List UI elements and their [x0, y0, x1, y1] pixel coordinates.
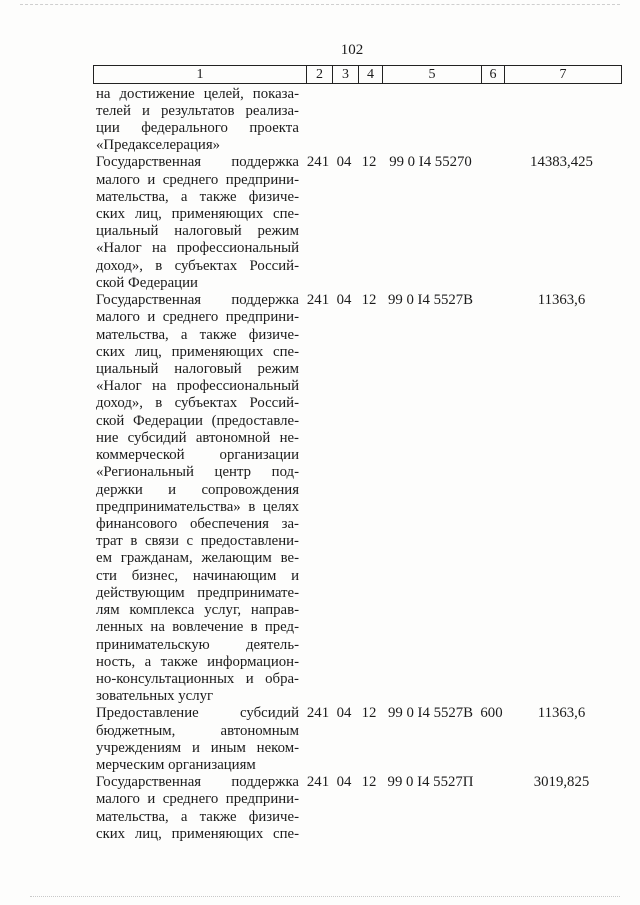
col-3-cell: 04 [336, 774, 352, 791]
description-line: принимательскую деятель- [96, 636, 299, 653]
col-5-cell: 99 0 I4 55270 [389, 154, 472, 171]
description-line: финансового обеспечения за- [96, 515, 299, 532]
description-line: действующим предпринимате- [96, 584, 299, 601]
description-line: «Предакселерация» [96, 137, 221, 154]
col-4-cell: 12 [361, 292, 377, 309]
header-col-7: 7 [504, 66, 621, 83]
header-col-6: 6 [481, 66, 504, 83]
description-line: доход», в субъектах Россий- [96, 257, 299, 274]
header-col-2: 2 [306, 66, 332, 83]
table-header [93, 65, 622, 84]
description-line: Государственная поддержка [96, 154, 299, 171]
description-line: «Налог на профессиональный [96, 240, 299, 257]
description-line: циальный налоговый режим [96, 223, 299, 240]
page-number: 102 [340, 42, 364, 58]
description-line: ность, а также информацион- [96, 653, 299, 670]
description-line: мательства, а также физиче- [96, 188, 299, 205]
description-line: ленных на вовлечение в пред- [96, 619, 299, 636]
row-description [93, 154, 305, 292]
col-2-cell: 241 [306, 292, 330, 309]
row-description [93, 705, 305, 774]
col-7-cell: 14383,425 [530, 154, 593, 171]
col-7-cell: 11363,6 [537, 705, 586, 722]
description-line: предпринимательства» в целях [96, 498, 299, 515]
col-3-cell: 04 [336, 705, 352, 722]
description-line: ской Федерации (предоставле- [96, 412, 299, 429]
table-row [93, 705, 622, 774]
description-line: доход», в субъектах Россий- [96, 395, 299, 412]
col-4-cell: 12 [361, 154, 377, 171]
description-line: зовательных услуг [96, 688, 214, 705]
budget-table [93, 65, 622, 843]
description-line: трат в связи с предоставлени- [96, 533, 299, 550]
description-line: учреждениям и иным неком- [96, 739, 299, 756]
header-col-4: 4 [358, 66, 382, 83]
description-line: Государственная поддержка [96, 292, 299, 309]
col-6-cell: 600 [480, 705, 503, 722]
col-2-cell: 241 [306, 705, 330, 722]
col-3-cell: 04 [336, 292, 352, 309]
table-row [93, 154, 622, 292]
description-line: циальный налоговый режим [96, 361, 299, 377]
description-line: малого и среднего предприни- [96, 171, 299, 188]
header-col-5: 5 [382, 66, 481, 83]
description-line: лям комплекса услуг, направ- [96, 602, 299, 619]
description-line: сти бизнес, начинающим и [96, 567, 299, 584]
description-line: Государственная поддержка [96, 774, 299, 791]
description-line: держки и сопровождения [96, 481, 299, 498]
description-line: мательства, а также физиче- [96, 326, 299, 343]
description-line: ских лиц, применяющих спе- [96, 825, 299, 842]
description-line: мерческим организациям [96, 757, 256, 774]
scan-edge-bottom [30, 896, 620, 897]
description-line: телей и результатов реализа- [96, 102, 299, 119]
header-col-1: 1 [196, 67, 204, 82]
col-7-cell: 3019,825 [533, 774, 590, 791]
row-description [93, 774, 305, 843]
description-line: малого и среднего предприни- [96, 791, 299, 808]
description-line: малого и среднего предприни- [96, 309, 299, 326]
description-line: мательства, а также физиче- [96, 808, 299, 825]
col-4-cell: 12 [361, 705, 377, 722]
col-5-cell: 99 0 I4 5527В [387, 705, 474, 722]
col-5-cell: 99 0 I4 5527В [387, 292, 474, 309]
description-line: ских лиц, применяющих спе- [96, 206, 299, 223]
table-row [93, 774, 622, 843]
col-2-cell: 241 [306, 154, 330, 171]
col-4-cell: 12 [361, 774, 377, 791]
description-line: коммерческой организации [96, 447, 299, 464]
description-line: «Региональный центр под- [96, 464, 299, 481]
table-body [93, 86, 622, 844]
col-7-cell: 11363,6 [537, 292, 586, 309]
description-line: на достижение целей, показа- [96, 85, 299, 102]
col-3-cell: 04 [336, 154, 352, 171]
description-line: ских лиц, применяющих спе- [96, 343, 299, 360]
table-row [93, 292, 622, 705]
col-2-cell: 241 [306, 774, 330, 791]
row-description [93, 86, 305, 155]
description-line: но-консультационных и обра- [96, 670, 299, 687]
col-5-cell: 99 0 I4 5527П [387, 774, 474, 791]
description-line: Предоставление субсидий [96, 705, 299, 722]
scan-edge-top [20, 4, 620, 5]
table-row [93, 86, 622, 155]
description-line: ем гражданам, желающим ве- [96, 550, 299, 567]
description-line: бюджетным, автономным [96, 722, 299, 739]
description-line: ние субсидий автономной не- [96, 429, 299, 446]
description-line: ской Федерации [96, 274, 198, 291]
row-description [93, 292, 305, 705]
header-col-3: 3 [332, 66, 358, 83]
description-line: ции федерального проекта [96, 119, 299, 136]
description-line: «Налог на профессиональный [96, 378, 299, 395]
